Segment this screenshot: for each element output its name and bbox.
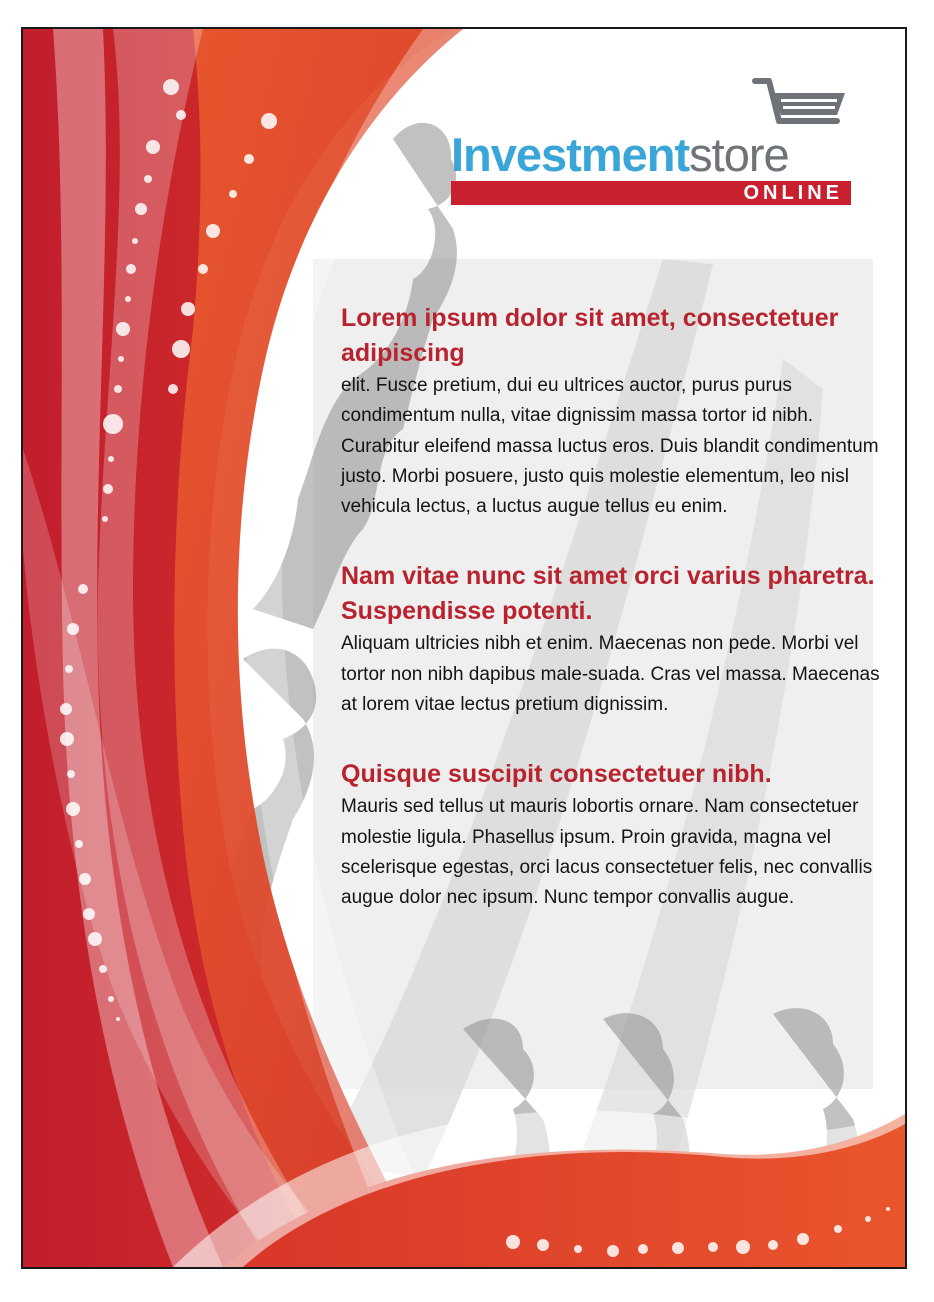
logo-wordmark [451, 129, 789, 181]
logo-tagline-bar: ONLINE [451, 181, 851, 205]
section-2 [341, 559, 881, 720]
section-heading: Lorem ipsum dolor sit amet, consectetuer adipiscing [341, 304, 839, 367]
logo-word-store: store [689, 128, 789, 181]
section-body: Aliquam ultricies nibh et enim. Maecenas non pede. Morbi vel tortor non nibh dapibus male-suada. Cras vel massa. Maecenas at lorem vitae lectus pretium dignissim. [341, 633, 880, 716]
section-body: elit. Fusce pretium, dui eu ultrices auctor, purus purus condimentum nulla, vitae dignissim massa tortor id nibh. Curabitur eleifend massa luctus eros. Duis blandit condimentum justo. Morbi posuere, justo quis molestie elementum, leo nisl vehicula lectus, a luctus augue tellus eu enim. [341, 375, 879, 518]
section-heading: Quisque suscipit consectetuer nibh. [341, 760, 772, 789]
flyer-page [21, 27, 907, 1269]
text-content [341, 301, 881, 951]
logo-word-investment: Investment [451, 128, 690, 181]
investment-store-logo [451, 77, 851, 237]
section-1 [341, 301, 881, 522]
section-body: Mauris sed tellus ut mauris lobortis ornare. Nam consectetuer molestie ligula. Phasellus ipsum. Proin gravida, magna vel scelerisque egestas, orci lacus consectetuer felis, nec convallis augue dolor nec ipsum. Nunc tempor convallis augue. [341, 796, 873, 909]
section-3 [341, 757, 881, 913]
section-heading: Nam vitae nunc sit amet orci varius pharetra. Suspendisse potenti. [341, 562, 875, 626]
